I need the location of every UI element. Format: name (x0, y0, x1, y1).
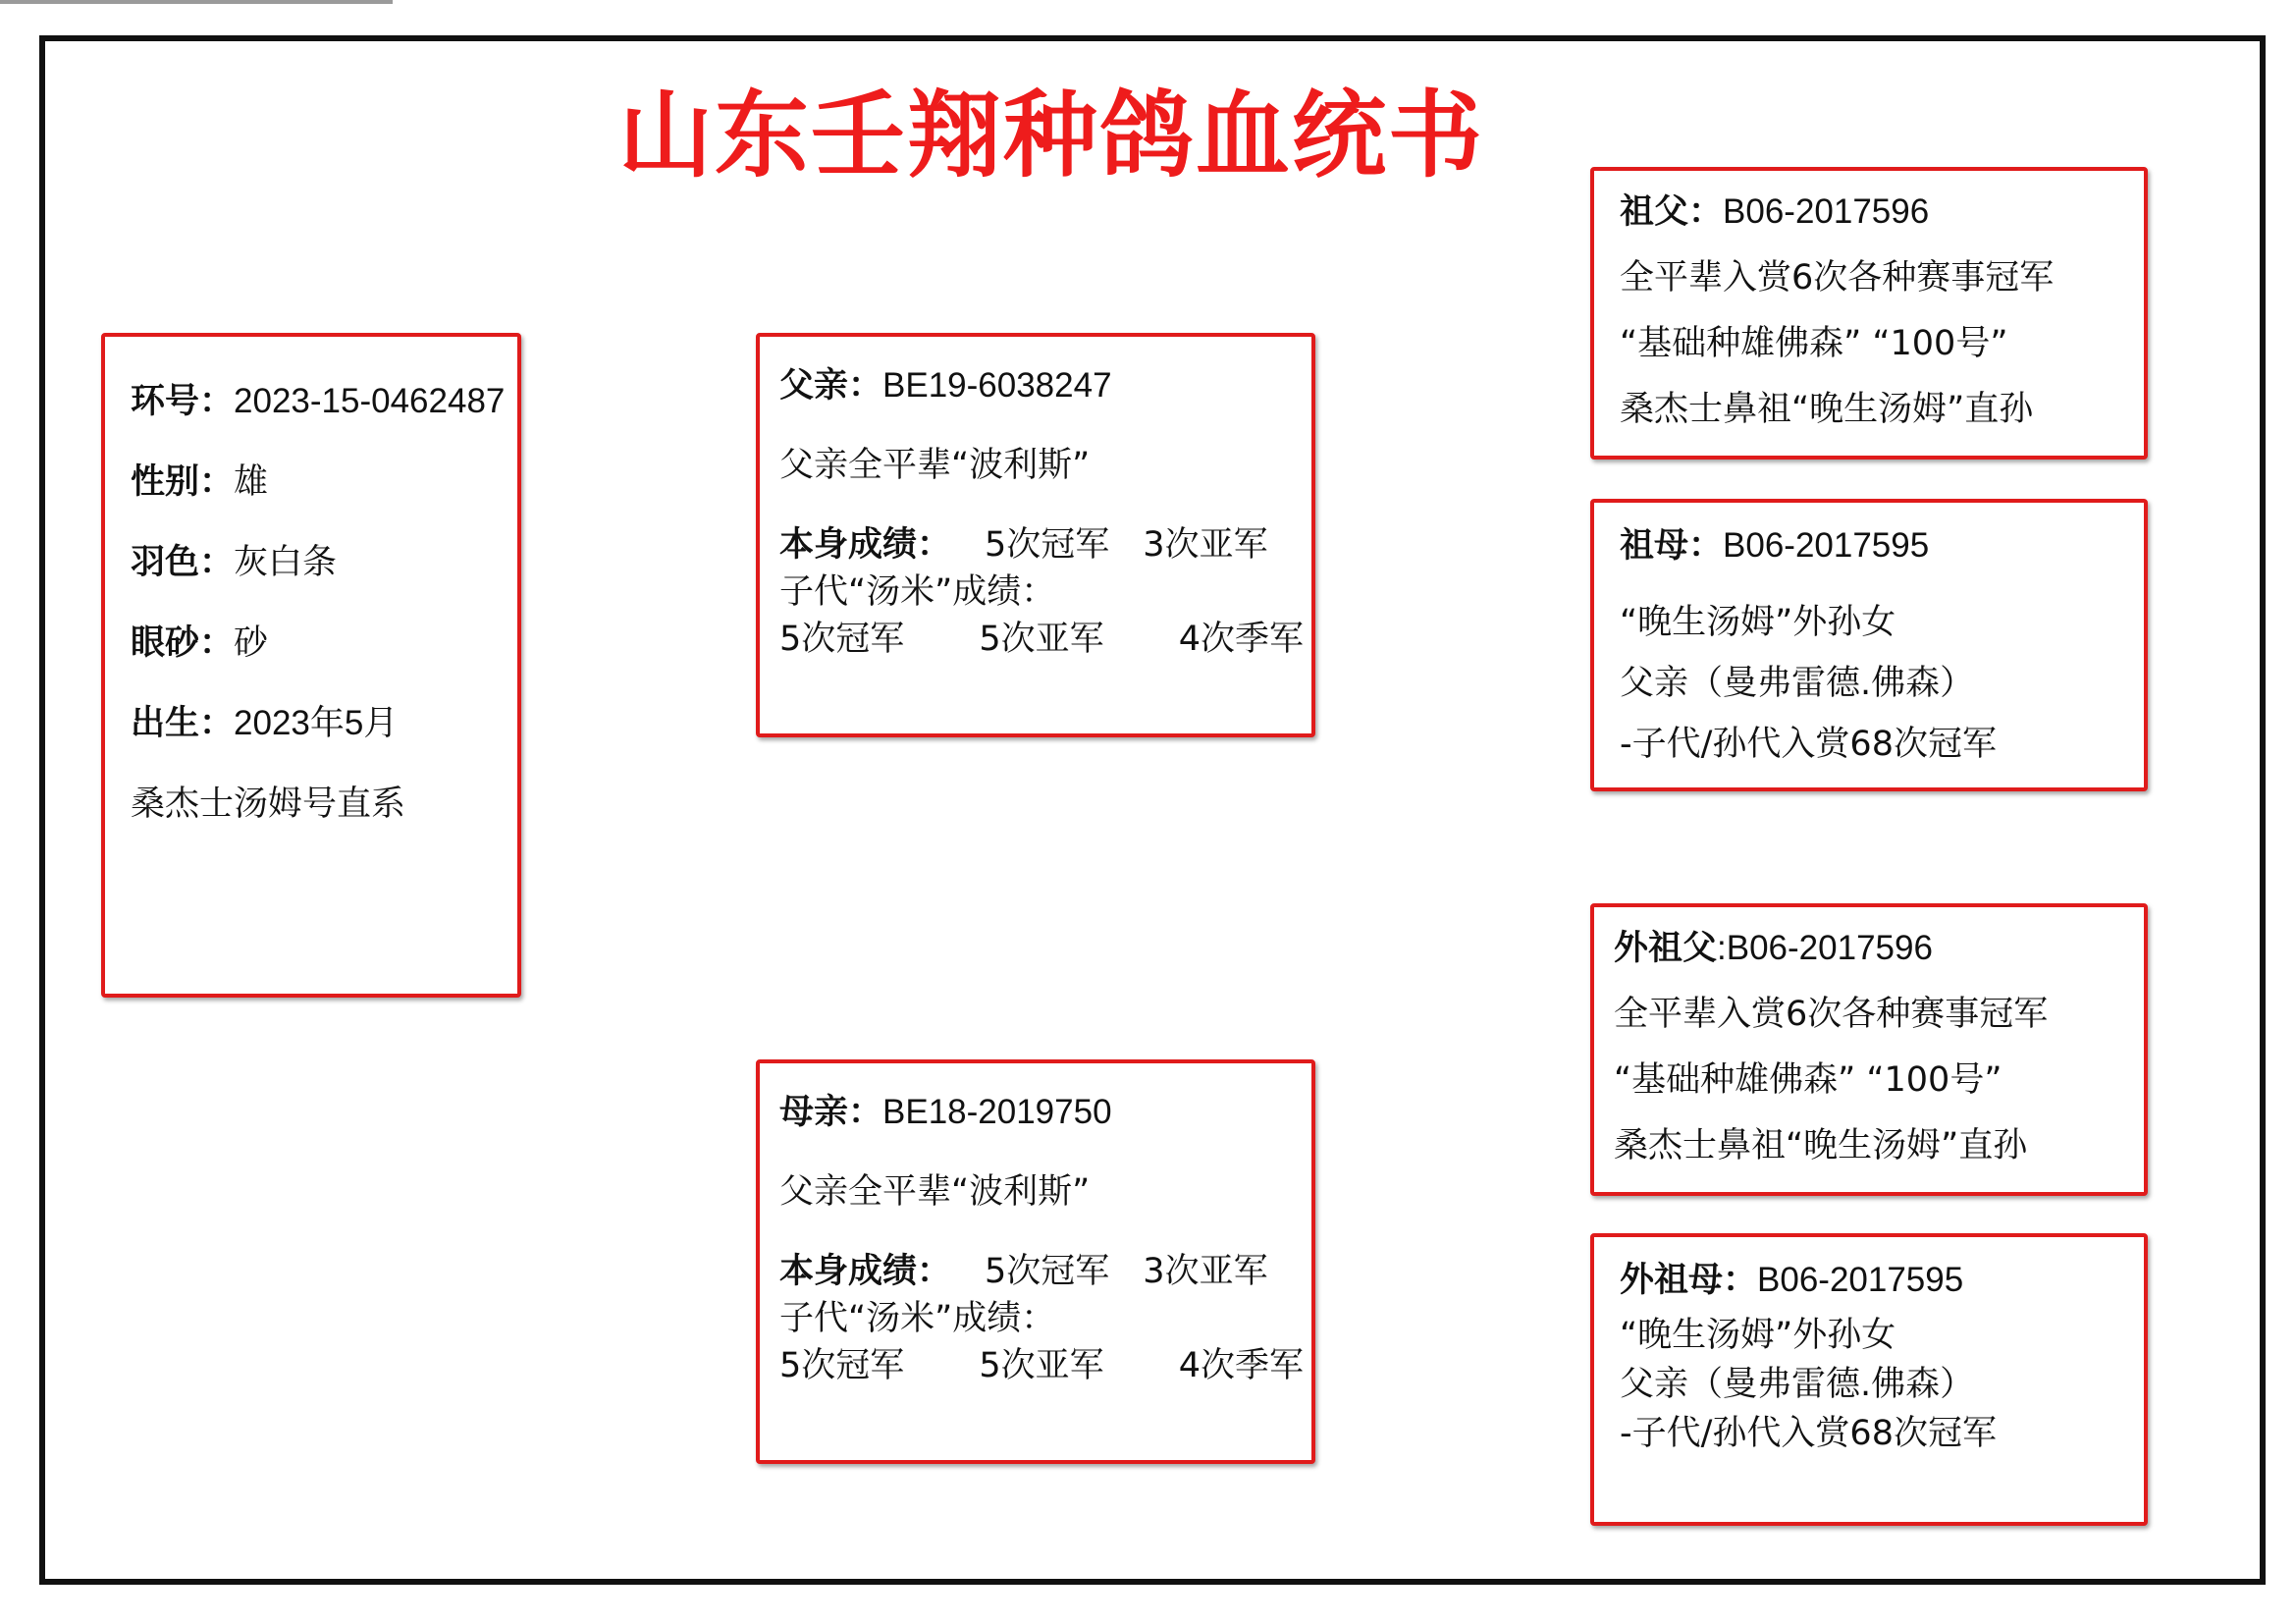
feather-color: 羽色：灰白条 (131, 543, 338, 582)
maternal-grandmother-card (1590, 1233, 2148, 1526)
maternal-grandmother-line2: 父亲（曼弗雷德.佛森） (1620, 1365, 1975, 1404)
mother-own-results: 本身成绩： 5次冠军 3次亚军 (779, 1252, 1268, 1291)
maternal-grandfather-ring: 外祖父:B06-2017596 (1614, 929, 1933, 968)
father-offspring-label: 子代“汤米”成绩： (779, 572, 1056, 612)
eye-sign: 眼砂：砂 (131, 623, 269, 663)
father-offspring-results: 5次冠军 5次亚军 4次季军 (779, 620, 1304, 659)
father-card (756, 333, 1315, 737)
paternal-grandfather-ring: 祖父：B06-2017596 (1620, 192, 1930, 232)
mother-card (756, 1059, 1315, 1464)
paternal-grandmother-card (1590, 499, 2148, 791)
paternal-grandmother-line1: “晚生汤姆”外孙女 (1620, 603, 1896, 642)
mother-offspring-label: 子代“汤米”成绩： (779, 1299, 1056, 1338)
paternal-grandmother-ring: 祖母：B06-2017595 (1620, 526, 1930, 566)
sex: 性别：雄 (131, 462, 269, 502)
paternal-grandfather-line1: 全平辈入赏6次各种赛事冠军 (1620, 258, 2055, 298)
scan-edge-mark (0, 0, 393, 4)
ring-number: 环号：2023-15-0462487 (131, 382, 506, 421)
father-ring: 父亲：BE19-6038247 (779, 366, 1112, 406)
father-sire: 父亲全平辈“波利斯” (779, 446, 1091, 485)
document-title: 山东壬翔种鸽血统书 (618, 81, 1484, 190)
father-own-results: 本身成绩： 5次冠军 3次亚军 (779, 525, 1268, 565)
maternal-grandfather-line3: 桑杰士鼻祖“晚生汤姆”直孙 (1614, 1126, 2028, 1165)
lineage: 桑杰士汤姆号直系 (131, 785, 406, 824)
maternal-grandfather-line1: 全平辈入赏6次各种赛事冠军 (1614, 995, 2049, 1034)
maternal-grandfather-card (1590, 903, 2148, 1196)
paternal-grandfather-line3: 桑杰士鼻祖“晚生汤姆”直孙 (1620, 390, 2034, 429)
maternal-grandmother-line3: -子代/孙代入赏68次冠军 (1620, 1414, 1997, 1453)
paternal-grandfather-line2: “基础种雄佛森” “100号” (1620, 324, 2008, 363)
mother-offspring-results: 5次冠军 5次亚军 4次季军 (779, 1346, 1304, 1385)
mother-ring: 母亲：BE18-2019750 (779, 1093, 1112, 1132)
paternal-grandmother-line3: -子代/孙代入赏68次冠军 (1620, 725, 1997, 764)
paternal-grandfather-card (1590, 167, 2148, 460)
maternal-grandmother-line1: “晚生汤姆”外孙女 (1620, 1316, 1896, 1355)
birth-date: 出生：2023年5月 (131, 704, 399, 743)
maternal-grandmother-ring: 外祖母：B06-2017595 (1620, 1261, 1964, 1300)
maternal-grandfather-line2: “基础种雄佛森” “100号” (1614, 1060, 2002, 1100)
paternal-grandmother-line2: 父亲（曼弗雷德.佛森） (1620, 664, 1975, 703)
pigeon-info-card (101, 333, 521, 998)
mother-sire: 父亲全平辈“波利斯” (779, 1172, 1091, 1212)
